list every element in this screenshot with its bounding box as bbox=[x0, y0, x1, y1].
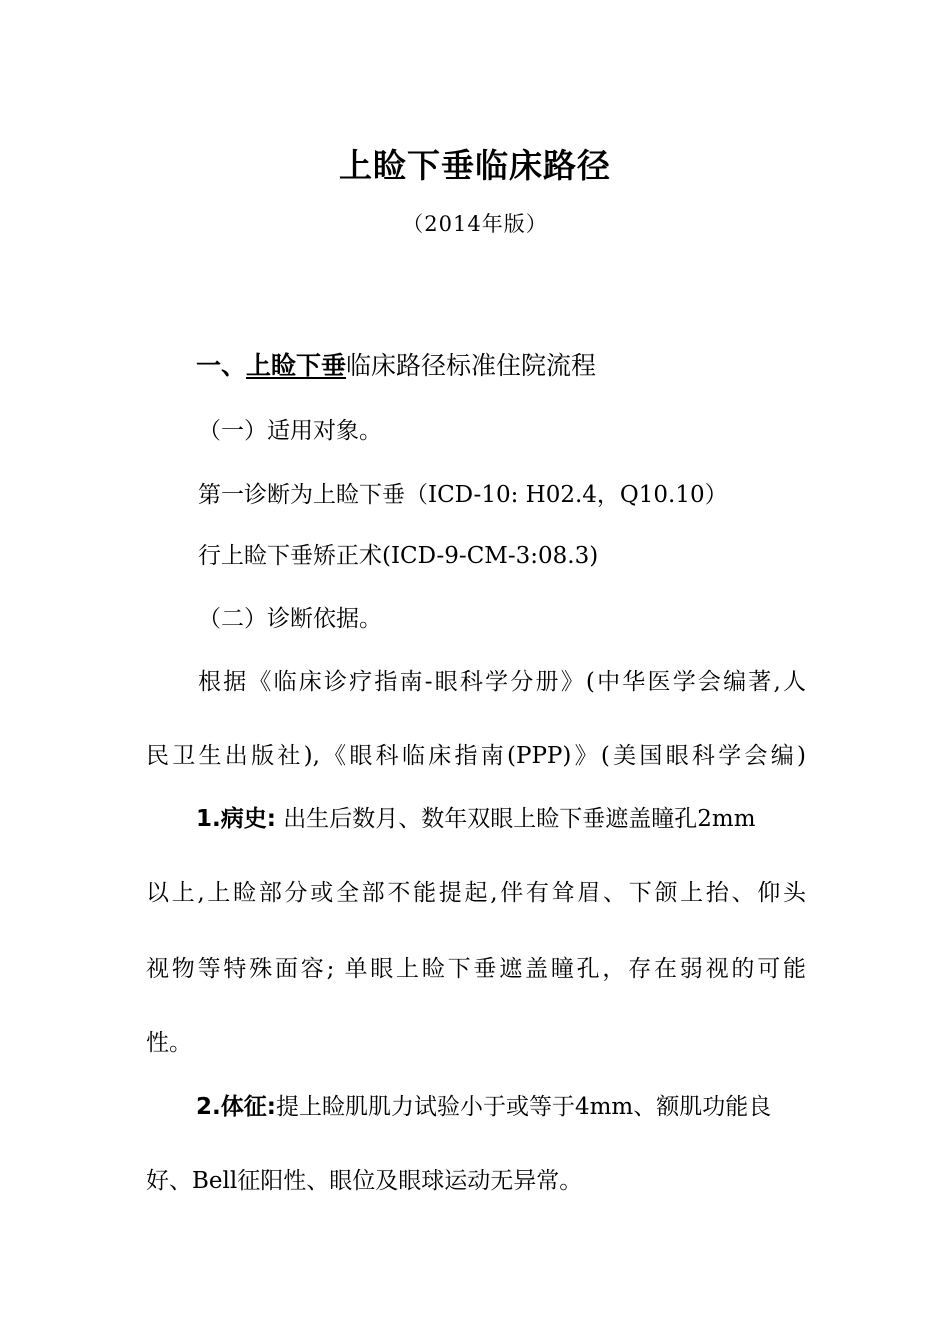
section-heading-rest: 临床路径标准住院流程 bbox=[346, 351, 597, 380]
section-number: 一、 bbox=[196, 351, 247, 380]
signs-text-1: 提上睑肌肌力试验小于或等于4mm、额肌功能良 bbox=[275, 1094, 772, 1120]
history-line-4: 性。 bbox=[146, 1030, 192, 1056]
history-text-1: 出生后数月、数年双眼上睑下垂遮盖瞳孔2mm bbox=[283, 806, 756, 832]
signs-line-2: 好、Bell征阳性、眼位及眼球运动无异常。 bbox=[146, 1168, 583, 1194]
edition-label: （2014年版） bbox=[402, 212, 548, 236]
subsection-diagnosis-label: （二）诊断依据。 bbox=[198, 606, 382, 632]
signs-line-1 bbox=[196, 1088, 806, 1121]
signs-label: 2.体征: bbox=[196, 1094, 276, 1120]
page-title: 上睑下垂临床路径 bbox=[339, 146, 611, 185]
basis-line-1: 根据《临床诊疗指南-眼科学分册》(中华医学会编著,人 bbox=[198, 669, 806, 695]
basis-line-2: 民卫生出版社),《眼科临床指南(PPP)》(美国眼科学会编) bbox=[146, 743, 806, 769]
procedure-line: 行上睑下垂矫正术(ICD-9-CM-3:08.3) bbox=[198, 543, 599, 569]
diagnosis-line: 第一诊断为上睑下垂（ICD-10: H02.4，Q10.10） bbox=[198, 482, 728, 508]
history-label: 1.病史: bbox=[196, 806, 276, 832]
section-heading bbox=[196, 346, 596, 382]
history-line-1 bbox=[196, 800, 806, 833]
subsection-applicable-label: （一）适用对象。 bbox=[198, 418, 382, 444]
section-heading-underlined: 上睑下垂 bbox=[246, 351, 347, 380]
history-line-2: 以上,上睑部分或全部不能提起,伴有耸眉、下颌上抬、仰头 bbox=[146, 880, 806, 906]
history-line-3: 视物等特殊面容; 单眼上睑下垂遮盖瞳孔，存在弱视的可能 bbox=[146, 956, 806, 982]
